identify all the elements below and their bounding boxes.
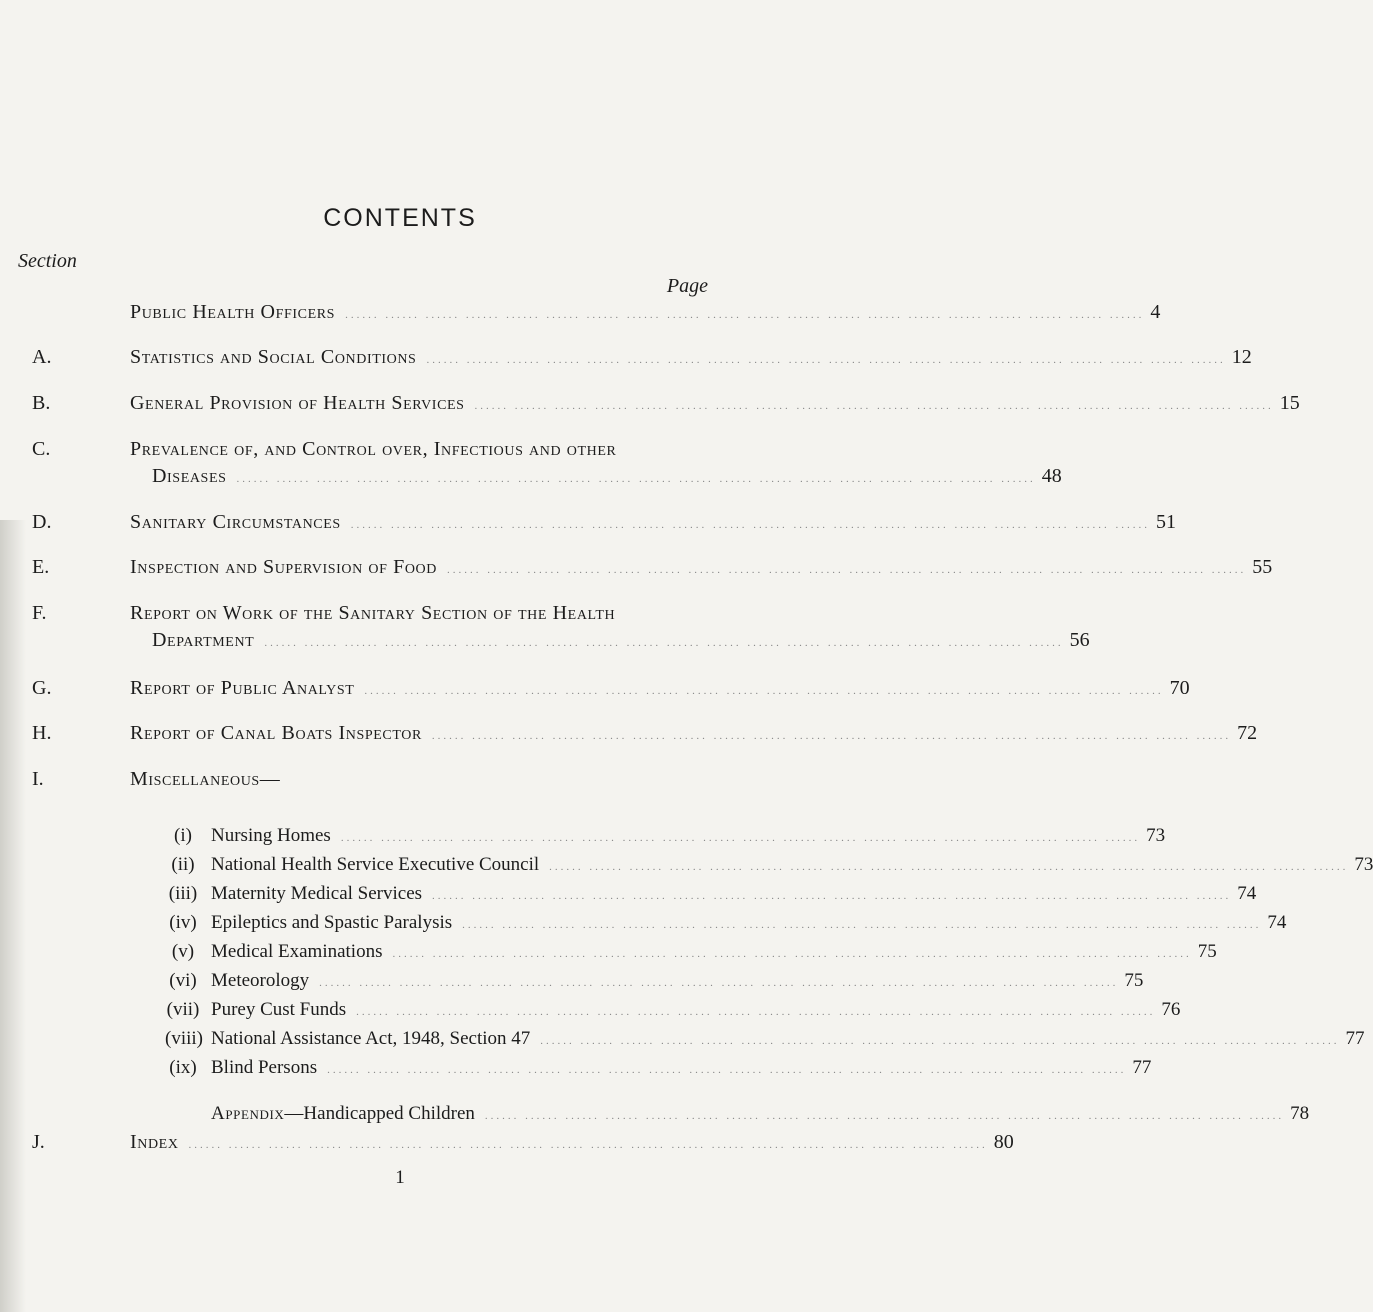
section-letter: B. [32, 392, 51, 414]
sub-entry-title: National Health Service Executive Council [211, 854, 540, 875]
sub-entry-number: (viii) [165, 1028, 203, 1049]
toc-page-number: 70 [1169, 677, 1190, 699]
sub-entry-title: Purey Cust Funds [211, 999, 347, 1020]
toc-entry-title: Index [130, 1131, 179, 1153]
section-letter: G. [32, 677, 52, 699]
dot-leader: ...... ...... ...... ...... ...... ...... ...... ...... ...... ...... ...... ...... ...... ...... ...... ...... ...... ...... ...... ...... [356, 1006, 1156, 1018]
section-column-header: Section [18, 250, 77, 272]
toc-appendix-entry[interactable] [211, 1103, 1310, 1125]
toc-page-number: 75 [1197, 941, 1217, 962]
dot-leader: ...... ...... ...... ...... ...... ...... ...... ...... ...... ...... ...... ...... ...... ...... ...... ...... ...... ...... ...... ...... [426, 354, 1226, 366]
section-letter: H. [32, 722, 52, 744]
toc-page-number: 74 [1237, 883, 1257, 904]
section-letter: J. [32, 1131, 45, 1153]
toc-page-number: 73 [1146, 825, 1166, 846]
dot-leader: ...... ...... ...... ...... ...... ...... ...... ...... ...... ...... ...... ...... ...... ...... ...... ...... ...... ...... ...... ...... [327, 1064, 1127, 1076]
page-shadow [0, 520, 26, 1312]
toc-page-number: 4 [1150, 301, 1161, 323]
dot-leader: ...... ...... ...... ...... ...... ...... ...... ...... ...... ...... ...... ...... ...... ...... ...... ...... ...... ...... ...... ...... [188, 1139, 988, 1151]
toc-entry-title: Inspection and Supervision of Food [130, 556, 437, 578]
toc-entry-title-continued: Department [152, 629, 255, 651]
toc-page-number: 74 [1267, 912, 1287, 933]
sub-entry-title: Nursing Homes [211, 825, 331, 846]
dot-leader: ...... ...... ...... ...... ...... ...... ...... ...... ...... ...... ...... ...... ...... ...... ...... ...... ...... ...... ...... ...... [392, 948, 1192, 960]
dot-leader: ...... ...... ...... ...... ...... ...... ...... ...... ...... ...... ...... ...... ...... ...... ...... ...... ...... ...... ...... ...... [474, 400, 1274, 412]
toc-entry-title: Report of Public Analyst [130, 677, 355, 699]
sub-entry-number: (i) [174, 825, 192, 846]
toc-page-number: 75 [1124, 970, 1144, 991]
toc-entry-title: Sanitary Circumstances [130, 511, 341, 533]
section-letter: E. [32, 556, 50, 578]
toc-entry-title: Report on Work of the Sanitary Section of the Health [130, 602, 616, 624]
sub-entry-title: Medical Examinations [211, 941, 383, 962]
toc-entry-title: Miscellaneous— [130, 768, 281, 790]
sub-entry-number: (vi) [169, 970, 197, 991]
toc-entry-title: Statistics and Social Conditions [130, 346, 417, 368]
toc-page-number: 15 [1279, 392, 1300, 414]
toc-page-number: 55 [1252, 556, 1273, 578]
toc-entry-title-continued: Diseases [152, 465, 227, 487]
dot-leader: ...... ...... ...... ...... ...... ...... ...... ...... ...... ...... ...... ...... ...... ...... ...... ...... ...... ...... ...... ...... [236, 473, 1036, 485]
toc-page-number: 80 [993, 1131, 1014, 1153]
sub-entry-number: (ix) [169, 1057, 197, 1078]
toc-page-number: 48 [1041, 465, 1062, 487]
dot-leader: ...... ...... ...... ...... ...... ...... ...... ...... ...... ...... ...... ...... ...... ...... ...... ...... ...... ...... ...... ...... [364, 685, 1164, 697]
dot-leader: ...... ...... ...... ...... ...... ...... ...... ...... ...... ...... ...... ...... ...... ...... ...... ...... ...... ...... ...... ...... [540, 1035, 1340, 1047]
dot-leader: ...... ...... ...... ...... ...... ...... ...... ...... ...... ...... ...... ...... ...... ...... ...... ...... ...... ...... ...... ...... [432, 890, 1232, 902]
dot-leader: ...... ...... ...... ...... ...... ...... ...... ...... ...... ...... ...... ...... ...... ...... ...... ...... ...... ...... ...... ...... [484, 1110, 1285, 1122]
toc-page-number: 72 [1237, 722, 1258, 744]
toc-page-number: 51 [1156, 511, 1177, 533]
sub-entry-number: (vii) [166, 999, 200, 1020]
toc-page-number: 77 [1345, 1028, 1365, 1049]
dot-leader: ...... ...... ...... ...... ...... ...... ...... ...... ...... ...... ...... ...... ...... ...... ...... ...... ...... ...... ...... ...... [431, 730, 1232, 742]
toc-entry-title: General Provision of Health Services [130, 392, 465, 414]
toc-page-number: 56 [1069, 629, 1090, 651]
page-title: CONTENTS [323, 204, 477, 232]
toc-page-number: 77 [1132, 1057, 1152, 1078]
appendix-label: Appendix [211, 1103, 285, 1124]
dot-leader: ...... ...... ...... ...... ...... ...... ...... ...... ...... ...... ...... ...... ...... ...... ...... ...... ...... ...... ...... ...... [319, 977, 1119, 989]
dot-leader: ...... ...... ...... ...... ...... ...... ...... ...... ...... ...... ...... ...... ...... ...... ...... ...... ...... ...... ...... ...... [549, 861, 1349, 873]
sub-entry-title: Epileptics and Spastic Paralysis [211, 912, 453, 933]
sub-entry-number: (v) [171, 941, 195, 962]
appendix-title: —Handicapped Children [284, 1103, 475, 1124]
sub-entry-title: Blind Persons [211, 1057, 318, 1078]
sub-entry-number: (ii) [171, 854, 195, 875]
toc-entry-title: Public Health Officers [130, 301, 336, 323]
sub-entry-number: (iii) [168, 883, 198, 904]
sub-entry-title: Maternity Medical Services [211, 883, 423, 904]
section-letter: F. [32, 602, 47, 624]
toc-entry-title: Report of Canal Boats Inspector [130, 722, 422, 744]
sub-entry-title: National Assistance Act, 1948, Section 47 [211, 1028, 531, 1049]
dot-leader: ...... ...... ...... ...... ...... ...... ...... ...... ...... ...... ...... ...... ...... ...... ...... ...... ...... ...... ...... ...... [340, 832, 1141, 844]
toc-page-number: 76 [1161, 999, 1181, 1020]
toc-page-number: 12 [1231, 346, 1252, 368]
section-letter: A. [32, 346, 52, 368]
page-folio-number: 1 [395, 1167, 405, 1188]
sub-entry-number: (iv) [169, 912, 197, 933]
page-column-header: Page [666, 275, 708, 297]
sub-entry-title: Meteorology [211, 970, 310, 991]
section-letter: I. [32, 768, 44, 790]
toc-entry-title: Prevalence of, and Control over, Infectious and other [130, 438, 617, 460]
dot-leader: ...... ...... ...... ...... ...... ...... ...... ...... ...... ...... ...... ...... ...... ...... ...... ...... ...... ...... ...... ...... [345, 309, 1145, 321]
dot-leader: ...... ...... ...... ...... ...... ...... ...... ...... ...... ...... ...... ...... ...... ...... ...... ...... ...... ...... ...... ...... [446, 564, 1247, 576]
toc-page-number: 78 [1290, 1103, 1310, 1124]
toc-page-number: 73 [1354, 854, 1373, 875]
section-letter: C. [32, 438, 51, 460]
section-letter: D. [32, 511, 52, 533]
dot-leader: ...... ...... ...... ...... ...... ...... ...... ...... ...... ...... ...... ...... ...... ...... ...... ...... ...... ...... ...... ...... [350, 519, 1151, 531]
dot-leader: ...... ...... ...... ...... ...... ...... ...... ...... ...... ...... ...... ...... ...... ...... ...... ...... ...... ...... ...... ...... [462, 919, 1262, 931]
dot-leader: ...... ...... ...... ...... ...... ...... ...... ...... ...... ...... ...... ...... ...... ...... ...... ...... ...... ...... ...... ...... [264, 637, 1064, 649]
